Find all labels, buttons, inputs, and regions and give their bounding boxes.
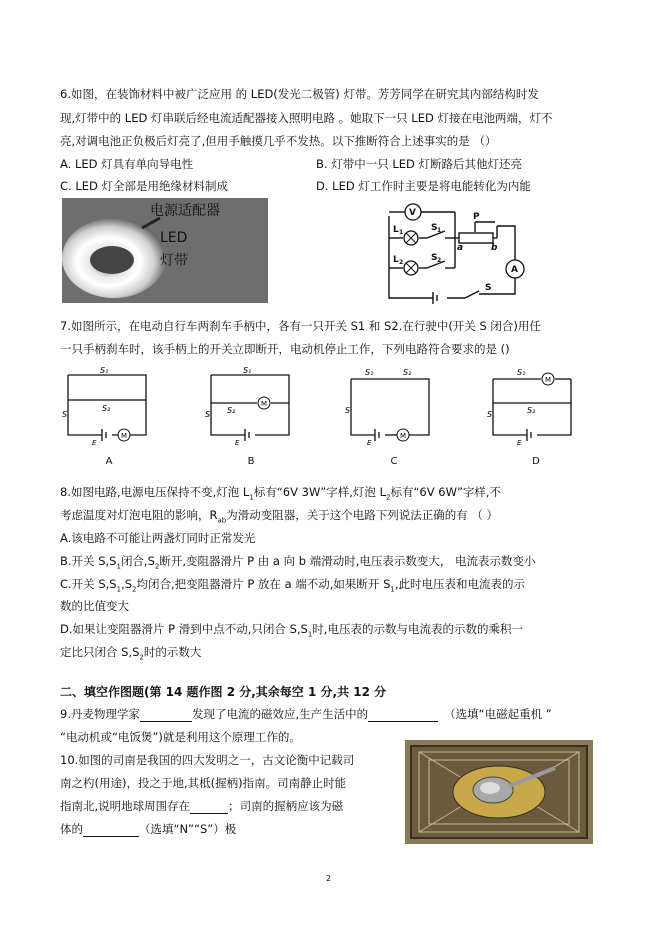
svg-text:M: M bbox=[545, 376, 552, 384]
q7-circuit-d bbox=[487, 365, 577, 445]
q6-line2: 现,灯带中的 LED 灯串联后经电流适配器接入照明电路 。她取下一只 LED 灯接在电池两端，灯不 bbox=[60, 111, 553, 125]
q7-line1: 7.如图所示，在电动自行车两刹车手柄中，各有一只开关 S1 和 S2.在行驶中(开关 S 闭合)用任 bbox=[60, 319, 541, 333]
svg-text:2: 2 bbox=[437, 257, 442, 264]
q8-circuit-diagram bbox=[375, 198, 525, 304]
svg-text:a: a bbox=[457, 243, 464, 253]
page-number: 2 bbox=[326, 874, 332, 883]
svg-text:L: L bbox=[393, 255, 399, 265]
q8-line1: 8.如图电路,电源电压保持不变,灯泡 $L_1$标有“6V 3W”字样,灯泡 $L_2$标有“6V 6W”字样,不 bbox=[60, 485, 502, 502]
svg-text:S₁: S₁ bbox=[365, 368, 374, 377]
q8-line2: 考虑温度对灯泡电阻的影响，$R_{ab}$为滑动变阻器，关于这个电路下列说法正确的有 （ ） bbox=[60, 508, 499, 525]
svg-text:S: S bbox=[345, 406, 351, 415]
q8-option-d-cont: 定比只闭合 $S,S_2$时的示数大 bbox=[60, 645, 202, 662]
q6-line1: 6.如图，在装饰材料中被广泛应用 的 LED(发光二极管) 灯带。芳芳同学在研究其内部结构时发 bbox=[60, 87, 539, 101]
q10-line3: 指南北,说明地球周围存在 ；司南的握柄应该为磁 bbox=[60, 799, 344, 813]
svg-text:S: S bbox=[485, 283, 492, 293]
svg-text:E: E bbox=[235, 439, 240, 445]
q7-circuit-b bbox=[205, 365, 295, 445]
q8-option-c-cont: 数的比值变大 bbox=[60, 599, 129, 613]
q9-line2: “电动机或“电饭煲”)就是利用这个原理工作的。 bbox=[60, 730, 301, 744]
svg-text:E: E bbox=[367, 439, 372, 445]
svg-text:M: M bbox=[400, 432, 407, 440]
svg-text:1: 1 bbox=[437, 227, 442, 234]
svg-text:S₂: S₂ bbox=[403, 368, 412, 377]
q7-label-a: A bbox=[105, 456, 113, 467]
q10-line1: 10.如图的司南是我国的四大发明之一，古文论衡中记载司 bbox=[60, 753, 355, 767]
q10-line4: 体的 （选填“N”“S”）极 bbox=[60, 822, 237, 836]
svg-text:S₁: S₁ bbox=[517, 368, 526, 377]
svg-text:S₁: S₁ bbox=[100, 366, 109, 375]
q9-blank-1[interactable] bbox=[140, 709, 192, 722]
svg-text:S₁: S₁ bbox=[243, 366, 252, 375]
svg-text:S: S bbox=[487, 410, 493, 419]
photo-label-strip: 灯带 bbox=[160, 253, 188, 269]
svg-text:L: L bbox=[393, 225, 399, 235]
svg-text:A: A bbox=[511, 265, 518, 275]
q8-option-a: A.该电路不可能让两盏灯同时正常发光 bbox=[60, 531, 256, 545]
q7-label-d: D bbox=[532, 456, 540, 467]
svg-text:M: M bbox=[121, 432, 128, 440]
svg-text:S: S bbox=[431, 223, 438, 233]
svg-text:2: 2 bbox=[399, 259, 404, 266]
q8-option-b: B.开关 $S,S_1$闭合$,S_2$断开,变阻器滑片 P 由 a 向 b 端滑动时,电压表示数变大， 电流表示数变小 bbox=[60, 554, 536, 571]
led-strip-photo bbox=[62, 198, 268, 303]
q8-option-c: C.开关 $S,S_1,S_2$均闭合,把变阻器滑片 P 放在 a 端不动,如果断开 $S_1$,此时电压表和电流表的示 bbox=[60, 577, 526, 594]
svg-text:S: S bbox=[431, 253, 438, 263]
svg-text:1: 1 bbox=[399, 229, 404, 236]
q7-circuit-c bbox=[345, 365, 435, 445]
svg-text:S: S bbox=[205, 410, 211, 419]
svg-text:S: S bbox=[62, 410, 68, 419]
q6-option-d: D. LED 灯工作时主要是将电能转化为内能 bbox=[316, 179, 531, 193]
svg-text:S₂: S₂ bbox=[527, 406, 536, 415]
svg-text:V: V bbox=[409, 208, 416, 218]
q7-line2: 一只手柄刹车时，该手柄上的开关立即断开，电动机停止工作，下列电路符合要求的是 () bbox=[60, 342, 510, 356]
q7-circuit-a bbox=[62, 365, 152, 445]
svg-text:S₂: S₂ bbox=[227, 406, 236, 415]
svg-text:M: M bbox=[261, 400, 268, 408]
q9-blank-2[interactable] bbox=[368, 709, 438, 722]
svg-text:E: E bbox=[92, 439, 97, 445]
q6-line3: 亮,对调电池正负极后灯亮了,但用手触摸几乎不发热。以下推断符合上述事实的是 （） bbox=[60, 134, 497, 148]
q7-label-c: C bbox=[390, 456, 398, 467]
svg-text:b: b bbox=[491, 243, 498, 253]
q6-option-b: B. 灯带中一只 LED 灯断路后其他灯还亮 bbox=[316, 157, 523, 171]
svg-text:P: P bbox=[473, 212, 480, 222]
sinan-compass-photo bbox=[405, 740, 593, 844]
svg-text:S₂: S₂ bbox=[102, 404, 111, 413]
q8-option-d: D.如果让变阻器滑片 P 滑到中点不动,只闭合 $S,S_1$时,电压表的示数与电流表的示数的乘积一 bbox=[60, 622, 523, 639]
q10-line2: 南之杓(用途)，投之于地,其柢(握柄)指南。司南静止时能 bbox=[60, 776, 347, 790]
q7-label-b: B bbox=[247, 456, 255, 467]
svg-text:E: E bbox=[517, 439, 522, 445]
section-2-title: 二、填空作图题(第 14 题作图 2 分,其余每空 1 分,共 12 分 bbox=[60, 685, 387, 699]
q10-blank-2[interactable] bbox=[83, 824, 139, 837]
q10-blank-1[interactable] bbox=[190, 801, 228, 814]
q6-option-a: A. LED 灯具有单向导电性 bbox=[60, 157, 194, 171]
q6-option-c: C. LED 灯全部是用绝缘材料制成 bbox=[60, 179, 229, 193]
q9-line1: 9.丹麦物理学家 发现了电流的磁效应,生产生活中的 （选填“电磁起重机 ” bbox=[60, 707, 552, 721]
photo-label-led: LED bbox=[160, 230, 188, 246]
photo-label-adapter: 电源适配器 bbox=[150, 203, 220, 219]
